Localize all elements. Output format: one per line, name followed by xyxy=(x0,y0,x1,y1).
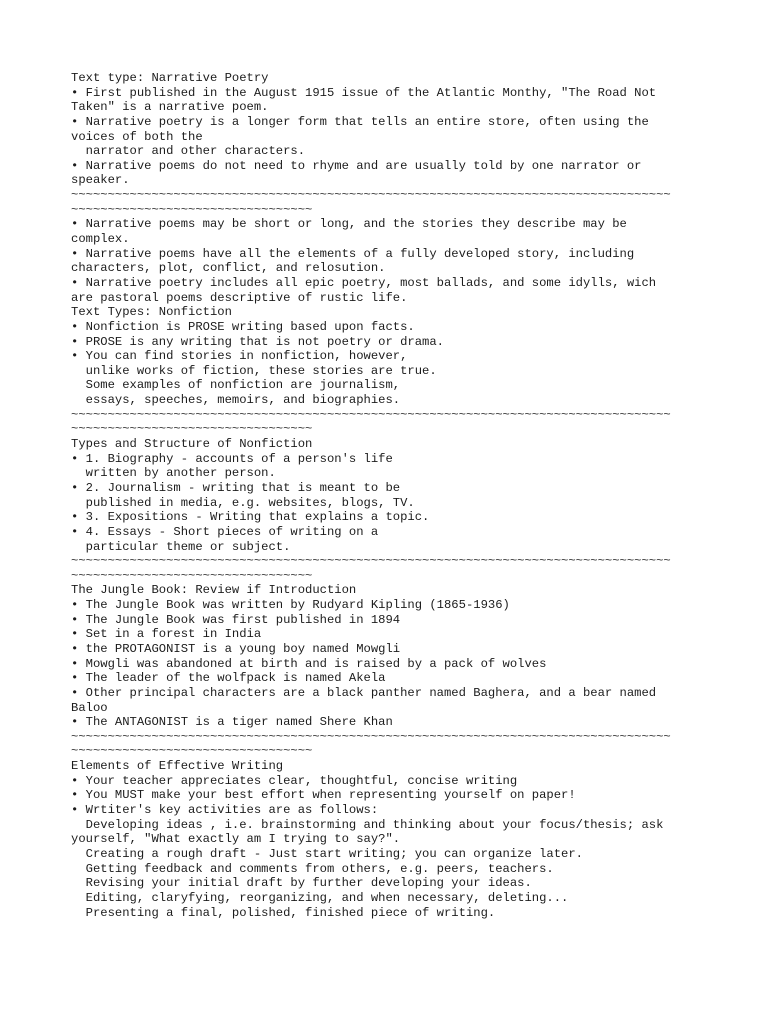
text-line: essays, speeches, memoirs, and biographies. xyxy=(71,393,401,408)
separator-rule: ~~~~~~~~~~~~~~~~~~~~~~~~~~~~~~~~~~~~~~~~~~~~~~~~~~~~~~~~~~~~~~~~~~~~~~~~~~~~~~~~~~ xyxy=(71,188,671,203)
bullet-line: • The leader of the wolfpack is named Akela xyxy=(71,671,386,686)
bullet-line: • Your teacher appreciates clear, thoughtful, concise writing xyxy=(71,773,518,788)
text-line: Revising your initial draft by further developing your ideas. xyxy=(71,876,532,891)
text-line: published in media, e.g. websites, blogs, TV. xyxy=(71,495,415,510)
text-line: voices of both the xyxy=(71,129,203,144)
text-line: Baloo xyxy=(71,700,108,715)
section-heading: Text Types: Nonfiction xyxy=(71,305,232,320)
bullet-line: • You can find stories in nonfiction, however, xyxy=(71,349,408,364)
text-line: Editing, claryfying, reorganizing, and when necessary, deleting... xyxy=(71,890,569,905)
bullet-line: • PROSE is any writing that is not poetry or drama. xyxy=(71,334,444,349)
text-line: Some examples of nonfiction are journalism, xyxy=(71,378,401,393)
bullet-line: • Wrtiter's key activities are as follows: xyxy=(71,803,379,818)
text-line: are pastoral poems descriptive of rustic life. xyxy=(71,290,408,305)
separator-rule-tail: ~~~~~~~~~~~~~~~~~~~~~~~~~~~~~~~~~ xyxy=(71,744,313,759)
bullet-line: • Nonfiction is PROSE writing based upon facts. xyxy=(71,319,415,334)
text-line: complex. xyxy=(71,232,130,247)
bullet-line: • Narrative poetry includes all epic poetry, most ballads, and some idylls, wich xyxy=(71,275,657,290)
bullet-line: • 1. Biography - accounts of a person's life xyxy=(71,451,393,466)
text-line: yourself, "What exactly am I trying to say?". xyxy=(71,832,401,847)
bullet-line: • Narrative poetry is a longer form that tells an entire store, often using the xyxy=(71,114,649,129)
bullet-line: • Mowgli was abandoned at birth and is raised by a pack of wolves xyxy=(71,656,547,671)
separator-rule-tail: ~~~~~~~~~~~~~~~~~~~~~~~~~~~~~~~~~ xyxy=(71,422,313,437)
section-effective-writing xyxy=(71,759,711,920)
section-heading: Elements of Effective Writing xyxy=(71,759,284,774)
text-line: Developing ideas , i.e. brainstorming and thinking about your focus/thesis; ask xyxy=(71,817,664,832)
separator-rule: ~~~~~~~~~~~~~~~~~~~~~~~~~~~~~~~~~~~~~~~~~~~~~~~~~~~~~~~~~~~~~~~~~~~~~~~~~~~~~~~~~~ xyxy=(71,729,671,744)
section-heading: Text type: Narrative Poetry xyxy=(71,71,269,85)
section-jungle-book xyxy=(71,583,711,729)
bullet-line: • Narrative poems do not need to rhyme and are usually told by one narrator or xyxy=(71,158,642,173)
section-narrative-poetry xyxy=(71,71,711,188)
text-line: Taken" is a narrative poem. xyxy=(71,100,269,115)
text-line: narrator and other characters. xyxy=(71,144,306,159)
bullet-line: • the PROTAGONIST is a young boy named Mowgli xyxy=(71,641,401,656)
document-body xyxy=(71,71,711,920)
bullet-line: • The Jungle Book was written by Rudyard Kipling (1865-1936) xyxy=(71,598,510,613)
separator-rule-tail: ~~~~~~~~~~~~~~~~~~~~~~~~~~~~~~~~~ xyxy=(71,568,313,583)
bullet-line: • You MUST make your best effort when representing yourself on paper! xyxy=(71,788,576,803)
separator-rule: ~~~~~~~~~~~~~~~~~~~~~~~~~~~~~~~~~~~~~~~~~~~~~~~~~~~~~~~~~~~~~~~~~~~~~~~~~~~~~~~~~~ xyxy=(71,554,671,569)
text-line: unlike works of fiction, these stories are true. xyxy=(71,363,437,378)
section-narrative-nonfiction xyxy=(71,217,711,407)
text-line: particular theme or subject. xyxy=(71,539,291,554)
text-line: characters, plot, conflict, and relosution. xyxy=(71,261,386,276)
bullet-line: • Other principal characters are a black panther named Baghera, and a bear named xyxy=(71,685,657,700)
bullet-line: • The Jungle Book was first published in 1894 xyxy=(71,612,401,627)
bullet-line: • 2. Journalism - writing that is meant to be xyxy=(71,480,401,495)
separator-rule-tail: ~~~~~~~~~~~~~~~~~~~~~~~~~~~~~~~~~ xyxy=(71,202,313,217)
section-types-of-nonfiction xyxy=(71,437,711,554)
text-line: Creating a rough draft - Just start writing; you can organize later. xyxy=(71,846,583,861)
section-heading: The Jungle Book: Review if Introduction xyxy=(71,583,357,598)
bullet-line: • Set in a forest in India xyxy=(71,627,262,642)
text-line: written by another person. xyxy=(71,466,276,481)
bullet-line: • Narrative poems have all the elements of a fully developed story, including xyxy=(71,246,635,261)
text-line: speaker. xyxy=(71,173,130,188)
separator-rule: ~~~~~~~~~~~~~~~~~~~~~~~~~~~~~~~~~~~~~~~~~~~~~~~~~~~~~~~~~~~~~~~~~~~~~~~~~~~~~~~~~~ xyxy=(71,407,671,422)
bullet-line: • Narrative poems may be short or long, and the stories they describe may be xyxy=(71,217,627,232)
text-line: Presenting a final, polished, finished piece of writing. xyxy=(71,905,496,920)
bullet-line: • 4. Essays - Short pieces of writing on a xyxy=(71,524,379,539)
text-line: Getting feedback and comments from others, e.g. peers, teachers. xyxy=(71,861,554,876)
bullet-line: • First published in the August 1915 issue of the Atlantic Monthy, "The Road Not xyxy=(71,85,657,100)
bullet-line: • The ANTAGONIST is a tiger named Shere Khan xyxy=(71,715,393,730)
section-heading: Types and Structure of Nonfiction xyxy=(71,437,313,452)
bullet-line: • 3. Expositions - Writing that explains a topic. xyxy=(71,510,430,525)
